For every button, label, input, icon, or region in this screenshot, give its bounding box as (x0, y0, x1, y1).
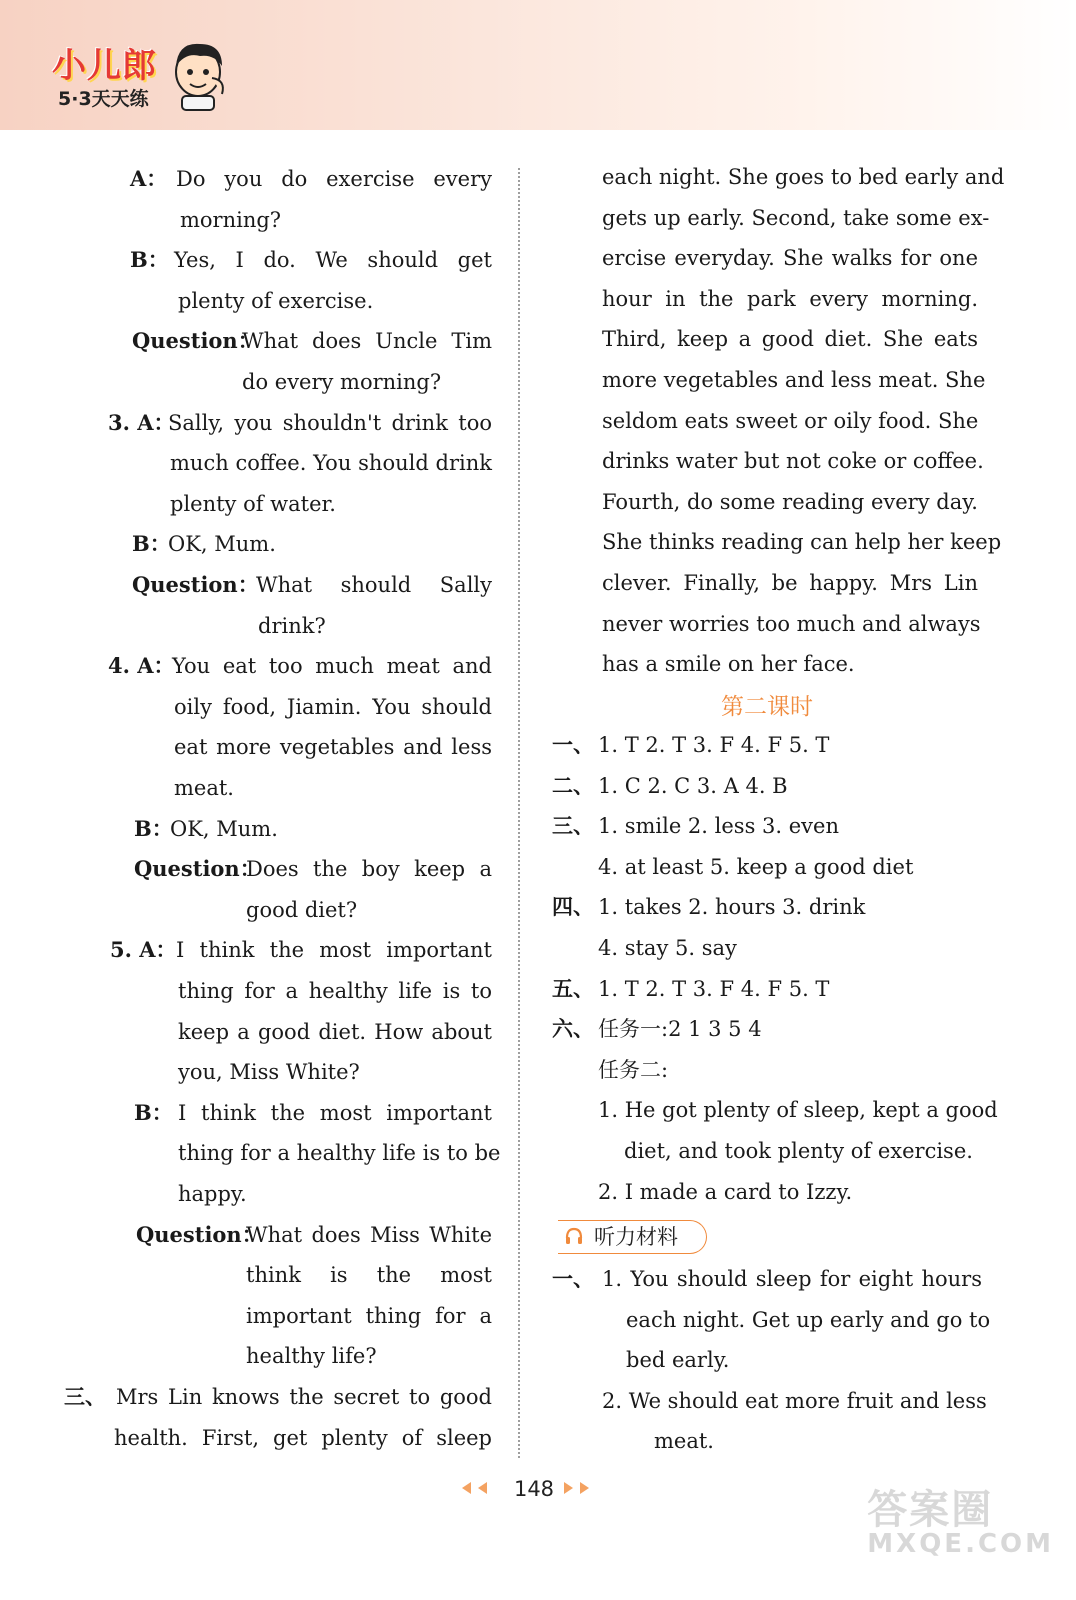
lesson-title: 第二课时 (721, 694, 813, 720)
text-line (180, 205, 492, 235)
line-text: 1. T 2. T 3. F 4. F 5. T (598, 733, 830, 757)
line-text: morning? (180, 207, 282, 232)
item-label: B： (134, 1099, 173, 1125)
text-line (130, 245, 492, 275)
text-line (114, 1423, 492, 1453)
text-line (598, 933, 972, 963)
line-text: I think the most important (176, 938, 492, 963)
text-line (602, 162, 1005, 192)
line-text: You eat too much meat and (172, 654, 492, 679)
item-label: Question： (134, 856, 261, 882)
line-text: 4. stay 5. say (598, 936, 737, 960)
item-label: Question： (132, 328, 259, 354)
text-line (602, 243, 978, 273)
line-text: Mrs Lin knows the secret to good (116, 1385, 492, 1409)
item-label: 一、 (552, 732, 594, 757)
next-arrow-icon (580, 1482, 589, 1494)
page-footer (460, 1474, 620, 1504)
line-text: 任务二: (598, 1057, 669, 1082)
line-text: Yes, I do. We should get (174, 248, 492, 273)
text-line (246, 1341, 492, 1371)
text-line (178, 286, 492, 316)
text-line (626, 1345, 982, 1375)
text-line (602, 527, 1002, 557)
next-arrow-icon (564, 1482, 573, 1494)
line-text: 2. I made a card to Izzy. (598, 1179, 853, 1204)
line-text: 1. smile 2. less 3. even (598, 814, 839, 839)
line-text: thing for a healthy life is to (178, 979, 492, 1003)
text-line (602, 609, 981, 639)
text-line (626, 1305, 991, 1335)
text-line (178, 1057, 492, 1087)
item-label: 六、 (552, 1016, 594, 1042)
text-line (136, 1220, 492, 1250)
watermark-main: 答案圈 (867, 1487, 994, 1533)
text-line (602, 487, 978, 517)
item-label: A： (130, 166, 168, 191)
line-text: 1. C 2. C 3. A 4. B (598, 773, 788, 798)
text-line (132, 326, 492, 356)
line-text: gets up early. Second, take some ex- (602, 205, 990, 230)
line-text: OK, Mum. (168, 532, 276, 557)
line-text: never worries too much and always (602, 611, 981, 636)
line-text: oily food, Jiamin. You should (174, 694, 492, 719)
line-text: Fourth, do some reading every day. (602, 489, 978, 514)
text-line (108, 651, 492, 681)
text-line (246, 1260, 492, 1290)
text-line (134, 814, 492, 844)
line-text: much coffee. You should drink (170, 451, 492, 476)
text-line (598, 1055, 972, 1085)
text-line (598, 852, 972, 882)
line-text: eat more vegetables and less (174, 735, 492, 760)
text-line (134, 1098, 492, 1128)
logo-title: 小儿郎 (52, 46, 157, 86)
text-line (598, 1177, 972, 1207)
line-text: What does Miss White (246, 1222, 492, 1247)
line-text: seldom eats sweet or oily food. She (602, 408, 979, 433)
item-label: 三、 (64, 1384, 106, 1409)
item-label: 五、 (552, 975, 594, 1001)
text-line (174, 732, 492, 762)
item-label: Question： (136, 1221, 263, 1247)
text-line (624, 1136, 972, 1166)
text-line (178, 976, 492, 1006)
line-text: has a smile on her face. (602, 652, 855, 677)
text-line (602, 1386, 987, 1416)
text-line (552, 730, 972, 760)
text-line (598, 1095, 998, 1125)
text-line (108, 408, 492, 438)
text-line (552, 771, 972, 801)
text-line (134, 854, 492, 884)
item-label: B： (130, 247, 169, 273)
line-text: do every morning? (242, 370, 442, 394)
line-text: each night. Get up early and go to (626, 1307, 991, 1332)
line-text: plenty of water. (170, 491, 336, 516)
line-text: 4. at least 5. keep a good diet (598, 854, 914, 879)
line-text: meat. (174, 776, 234, 800)
text-line (178, 1179, 492, 1209)
brand-logo (52, 38, 232, 118)
text-line (258, 611, 492, 641)
text-line (552, 811, 972, 841)
text-line (602, 324, 978, 354)
prev-arrow-icon (462, 1482, 471, 1494)
logo-subtitle: 5·3天天练 (58, 88, 149, 110)
text-line (170, 489, 492, 519)
text-line (602, 568, 978, 598)
text-line (110, 935, 492, 965)
line-text: each night. She goes to bed early and (602, 165, 1005, 189)
text-line (170, 448, 492, 478)
text-line (174, 692, 492, 722)
line-text: What should Sally (256, 573, 492, 597)
item-label: B： (132, 531, 171, 557)
line-text: clever. Finally, be happy. Mrs Lin (602, 571, 978, 595)
line-text: Does the boy keep a (246, 857, 492, 882)
text-line (602, 365, 986, 395)
page-number: 148 (513, 1477, 555, 1501)
line-text: thing for a healthy life is to be (178, 1141, 501, 1166)
text-line (174, 773, 492, 803)
line-text: think is the most (246, 1263, 492, 1288)
text-line (602, 203, 990, 233)
line-text: diet, and took plenty of exercise. (624, 1139, 973, 1163)
line-text: good diet? (246, 897, 358, 922)
mascot-boy-icon (168, 38, 230, 112)
line-text: OK, Mum. (170, 816, 278, 841)
text-line (178, 1138, 501, 1168)
line-text: Third, keep a good diet. She eats (602, 327, 978, 352)
line-text: health. First, get plenty of sleep (114, 1425, 492, 1450)
headphones-icon (564, 1226, 584, 1246)
text-line (178, 1017, 492, 1047)
item-label: B： (134, 815, 173, 841)
line-text: healthy life? (246, 1344, 377, 1369)
line-text: ercise everyday. She walks for one (602, 246, 978, 271)
line-text: happy. (178, 1182, 247, 1206)
text-line (602, 446, 984, 476)
line-text: drinks water but not coke or coffee. (602, 449, 984, 474)
item-label: 4. A： (108, 653, 175, 679)
text-line (602, 406, 978, 436)
line-text: 2. We should eat more fruit and less (602, 1388, 987, 1413)
text-line (130, 164, 492, 194)
line-text: important thing for a (246, 1303, 492, 1328)
text-line (602, 649, 978, 679)
line-text: hour in the park every morning. (602, 286, 978, 311)
text-line (552, 1014, 972, 1044)
item-label: 3. A： (108, 409, 175, 435)
watermark-sub: MXQE.COM (867, 1529, 1054, 1559)
line-text: I think the most important (178, 1100, 492, 1125)
listening-label: 听力材料 (594, 1225, 678, 1249)
line-text: Do you do exercise every (176, 167, 492, 191)
line-text: more vegetables and less meat. She (602, 368, 986, 392)
text-line (552, 974, 972, 1004)
line-text: 1. You should sleep for eight hours (602, 1267, 982, 1291)
line-text: She thinks reading can help her keep (602, 530, 1002, 555)
item-label: 一、 (552, 1266, 594, 1291)
line-text: 1. takes 2. hours 3. drink (598, 895, 866, 920)
line-text: keep a good diet. How about (178, 1019, 492, 1044)
line-text: 1. T 2. T 3. F 4. F 5. T (598, 976, 830, 1001)
line-text: bed early. (626, 1348, 730, 1373)
column-divider (518, 168, 520, 1458)
text-line (246, 895, 492, 925)
line-text: meat. (654, 1429, 714, 1454)
text-line (64, 1382, 492, 1412)
watermark (867, 1478, 1054, 1559)
text-line (654, 1426, 982, 1456)
line-text: you, Miss White? (178, 1060, 360, 1085)
item-label: Question： (132, 572, 259, 597)
text-line (132, 529, 492, 559)
listening-tag (558, 1220, 707, 1254)
text-line (552, 892, 972, 922)
text-line (246, 1301, 492, 1331)
line-text: What does Uncle Tim (242, 329, 492, 354)
line-text: 任务一:2 1 3 5 4 (598, 1017, 762, 1042)
item-label: 5. A： (110, 937, 177, 963)
line-text: drink? (258, 613, 326, 638)
text-line (552, 1264, 982, 1294)
line-text: Sally, you shouldn't drink too (168, 410, 492, 435)
line-text: plenty of exercise. (178, 288, 374, 313)
line-text: 1. He got plenty of sleep, kept a good (598, 1098, 998, 1123)
item-label: 二、 (552, 772, 594, 798)
item-label: 三、 (552, 813, 594, 839)
text-line (132, 570, 492, 600)
prev-arrow-icon (478, 1482, 487, 1494)
item-label: 四、 (552, 894, 594, 920)
text-line (242, 367, 492, 397)
text-line (602, 284, 978, 314)
